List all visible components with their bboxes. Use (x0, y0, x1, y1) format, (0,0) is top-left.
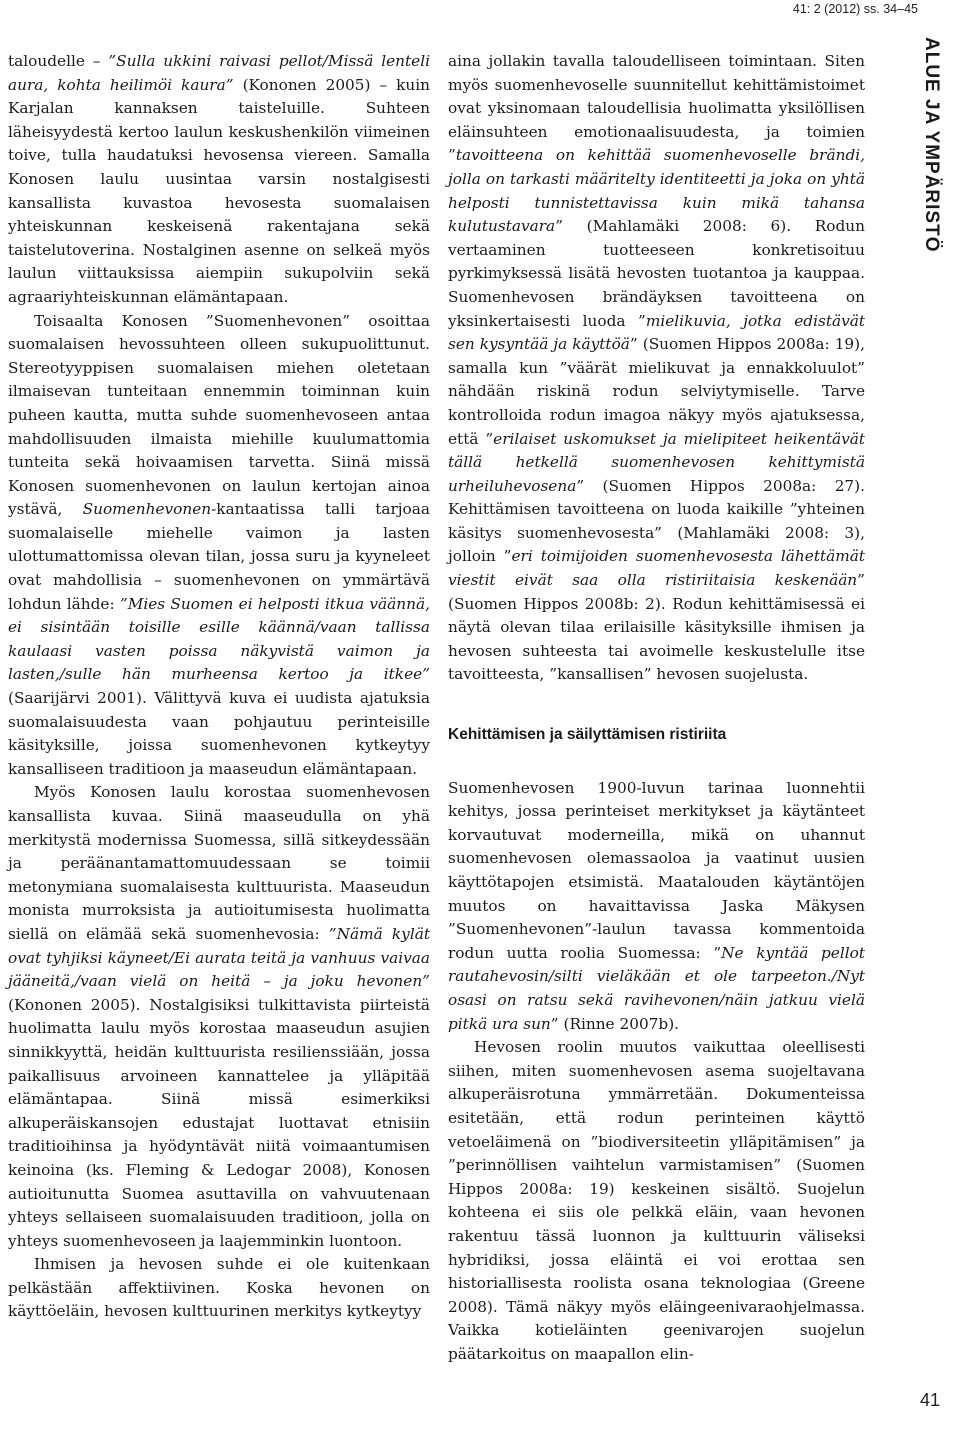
italic-quote: Suomenhevonen (82, 500, 212, 519)
paragraph: aina jollakin tavalla taloudelliseen toimintaan. Siten myös suomenhevoselle suunnitellut kehittämistoimet ovat yksinomaan taloudellisia huolimatta yksilöllisen eläinsuhteen emotionaalisuudesta, ja toimien ”tavoitteena on kehittää suomenhevoselle brändi, jolla on tarkasti määritelty identiteetti ja joka on yhtä helposti tunnistettavissa kuin mikä tahansa kulutustavara” (Mahlamäki 2008: 6). Rodun vertaaminen tuotteeseen konkretisoituu pyrkimyksessä lisätä hevosten tuotantoa ja kauppaa. Suomenhevosen brändäyksen tavoitteena on yksinkertaisesti luoda ”mielikuvia, jotka edistävät sen kysyntää ja käyttöä” (Suomen Hippos 2008a: 19), samalla kun ”väärät mielikuvat ja ennakkoluulot” nähdään riskinä rodun selviytymiselle. Tarve kontrolloida rodun imagoa näkyy myös ajatuksessa, että ”erilaiset uskomukset ja mielipiteet heikentävät tällä hetkellä suomenhevosen kehittymistä urheiluhevosena” (Suomen Hippos 2008a: 27). Kehittämisen tavoitteena on luoda kaikille ”yhteinen käsitys suomenhevosesta” (Mahlamäki 2008: 3), jolloin ”eri toimijoiden suomenhevosesta lähettämät viestit eivät saa olla ristiriitaisia keskenään” (Suomen Hippos 2008b: 2). Rodun kehittämisessä ei näytä olevan tilaa erilaisille käsityksille ihmisen ja hevosen suhteesta tai avoimelle keskustelulle itse tavoitteesta, ”kansallisen” hevosen suojelusta. (448, 52, 866, 684)
paragraph: Hevosen roolin muutos vaikuttaa oleellisesti siihen, miten suomenhevosen asema suojeltavana alkuperäisrotuna ymmärretään. Dokumenteissa esitetään, että rodun perinteinen käyttö vetoeläimenä on ”biodiversiteetin ylläpitämisen” ja ”perinnöllisen vaihtelun varmistamisen” (Suomen Hippos 2008a: 19) keskeinen sisältö. Suojelun kohteena ei siis ole pelkkä eläin, vaan hevonen rakentuu tässä luonnon ja kulttuurin väliseksi hybridiksi, jossa eläintä ei voi erottaa sen historiallisesta roolista osana teknologiaa (Greene 2008). Tämä näkyy myös eläingeenivaraohjelmassa. Vaikka kotieläinten geenivarojen suojelun päätarkoitus on maapallon elin- (448, 1038, 865, 1363)
italic-quote: mielikuvia, jotka edistävät sen kysyntää ja käyttöä (448, 311, 865, 354)
section-label-tab (908, 30, 954, 260)
italic-quote: ”Nämä kylät ovat tyhjiksi käyneet/Ei aurata teitä ja vanhuus vaivaa jääneitä,/vaan vielä on heitä – ja joku hevonen” (8, 924, 430, 991)
left-column (8, 50, 430, 1324)
page-number: 41 (920, 1390, 941, 1410)
journal-reference: 41: 2 (2012) ss. 34–45 (792, 2, 918, 16)
italic-quote: tavoitteena on kehittää suomenhevoselle brändi, jolla on tarkasti määritelty identiteetti ja joka on yhtä helposti tunnistettavissa kuin mikä tahansa kulutustavara (448, 146, 865, 236)
paragraph: Suomenhevosen 1900-luvun tarinaa luonnehtii kehitys, jossa perinteiset merkitykset ja käytänteet korvautuvat moderneilla, mikä on uhannut suomenhevosen olemassaoloa ja vaatinut uusien käyttötapojen etsimistä. Maatalouden käytäntöjen muutos on havaittavissa Jaska Mäkysen ”Suomenhevonen”-laulun tavassa kommentoida rodun uutta roolia Suomessa: ”Ne kyntää pellot rautahevosin/silti vieläkään et ole tarpeeton./Nyt osasi on ratsu sekä ravihevonen/näin jatkuu vielä pitkä ura sun” (Rinne 2007b). (448, 778, 865, 1033)
paragraph: taloudelle – ”Sulla ukkini raivasi pellot/Missä lenteli aura, kohta heilimöi kaura” (Kononen 2005) – kuin Karjalan kannaksen taisteluille. Suhteen läheisyydestä kertoo laulun keskushenkilön viimeinen toive, tulla haudatuksi hevosensa viereen. Samalla Konosen laulu uusintaa varsin nostalgisesti kansallista kuvastoa hevosesta suomalaisen yhteiskunnan keskeisenä rakentajana sekä taistelutoverina. Nostalginen asenne on selkeä myös laulun viittauksissa aiempiin sukupolviin sekä agraariyhteiskunnan elämäntapaan. (8, 52, 430, 306)
paragraph: Myös Konosen laulu korostaa suomenhevosen kansallista kuvaa. Siinä maaseudulla on yhä merkitystä modernissa Suomessa, sillä sitkeydessään ja peräänantamattomuudessaan se toimii metonymiana suomalaisesta kulttuurista. Maaseudun monista murroksista ja autioitumisesta huolimatta siellä on elämää sekä suomenhevosia: ”Nämä kylät ovat tyhjiksi käyneet/Ei aurata teitä ja vanhuus vaivaa jääneitä,/vaan vielä on heitä – ja joku hevonen” (Kononen 2005). Nostalgisiksi tulkittavista piirteistä huolimatta laulu myös korostaa maaseudun asujien sinnikkyyttä, heidän kulttuurista resilienssiään, jossa paikallisuus arvoineen kannattelee ja ylläpitää elämäntapaa. Siinä missä esimerkiksi alkuperäiskansojen edustajat luottavat etnisiin traditioihinsa ja hyödyntävät niitä voimaantumisen keinoina (ks. Fleming & Ledogar 2008), Konosen autioitunutta Suomea asuttavilla on vahvuutenaan yhteys sellaiseen suomalaisuuden traditioon, jolla on yhteys suomenhevoseen ja laajemminkin luontoon. (8, 783, 430, 1250)
italic-quote: erilaiset uskomukset ja mielipiteet heikentävät tällä hetkellä suomenhevosen kehittymistä urheiluhevosena (448, 429, 865, 495)
italic-quote: Ne kyntää pellot rautahevosin/silti vieläkään et ole tarpeeton./Nyt osasi on ratsu sekä ravihevonen/näin jatkuu vielä pitkä ura sun (448, 943, 865, 1033)
paragraph: Toisaalta Konosen ”Suomenhevonen” osoittaa suomalaisen hevossuhteen olleen sukupuolittunut. Stereotyyppisen suomalaisen miehen oletetaan ilmaisevan tunteitaan ennemmin toiminnan kuin puheen kautta, mutta suhde suomenhevoseen antaa mahdollisuuden ilmaista miehille kuulumattomia tunteita sekä hoivaamisen tarvetta. Siinä missä Konosen suomenhevonen on laulun kertojan ainoa ystävä, Suomenhevonen-kantaatissa talli tarjoaa suomalaiselle miehelle vaimon ja lasten ulottumattomissa olevan tilan, jossa suru ja kyyneleet ovat mahdollisia – suomenhevonen on ymmärtävä lohdun lähde: ”Mies Suomen ei helposti itkua väännä, ei sisintään toisille esille käännä/vaan tallissa kaulaasi vasten poissa näkyvistä vaimon ja lasten,/sulle hän murheensa kertoo ja itkee” (Saarijärvi 2001). Välittyvä kuva ei uudista ajatuksia suomalaisuudesta vaan pohjautuu perinteisille käsityksille, joissa suomenhevonen kytkeytyy kansalliseen traditioon ja maaseudun elämäntapaan. (8, 311, 430, 778)
section-heading: Kehittämisen ja säilyttämisen ristiriita (448, 726, 727, 744)
italic-quote: eri toimijoiden suomenhevosesta lähettämät viestit eivät saa olla ristiriitaisia keskenään (448, 547, 866, 590)
italic-quote: ”Mies Suomen ei helposti itkua väännä, ei sisintään toisille esille käännä/vaan tallissa kaulaasi vasten poissa näkyvistä vaimon ja lasten,/sulle hän murheensa kertoo ja itkee” (8, 594, 430, 684)
section-label: ALUE JA YMPÄRISTÖ (921, 37, 942, 253)
italic-quote: ”Sulla ukkini raivasi pellot/Missä lenteli aura, kohta heilimöi kaura” (8, 52, 430, 94)
paragraph: Ihmisen ja hevosen suhde ei ole kuitenkaan pelkästään affektiivinen. Koska hevonen on käyttöeläin, hevosen kulttuurinen merkitys kytkeytyy (8, 1255, 430, 1321)
right-column (448, 50, 865, 1366)
